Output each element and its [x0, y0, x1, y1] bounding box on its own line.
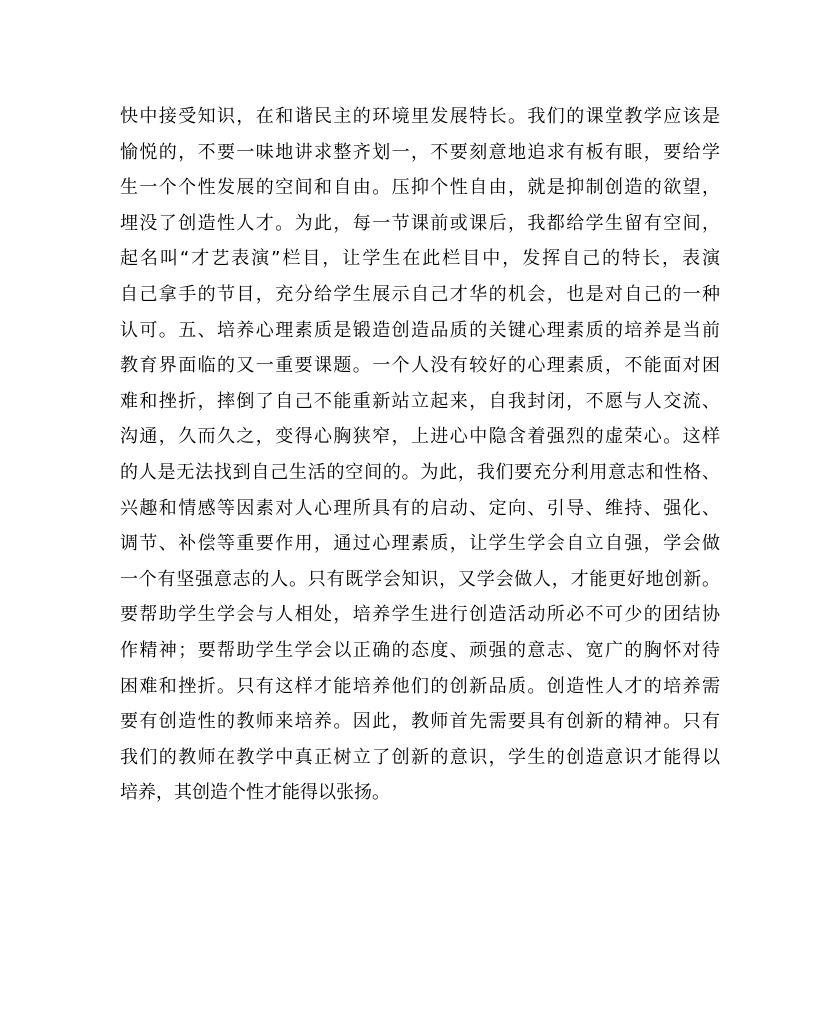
text-line: 调节、补偿等重要作用，通过心理素质，让学生学会自立自强，学会做 — [120, 533, 720, 555]
text-line: 愉悦的，不要一味地讲求整齐划一，不要刻意地追求有板有眼，要给学 — [120, 141, 720, 163]
text-line: 快中接受知识，在和谐民主的环境里发展特长。我们的课堂教学应该是 — [120, 106, 720, 127]
text-line: 沟通，久而久之，变得心胸狭窄，上进心中隐含着强烈的虚荣心。这样 — [120, 426, 720, 448]
text-line: 要有创造性的教师来培养。因此，教师首先需要具有创新的精神。只有 — [120, 711, 720, 733]
text-line: 埋没了创造性人才。为此，每一节课前或课后，我都给学生留有空间， — [120, 212, 720, 234]
text-line-last: 培养，其创造个性才能得以张扬。 — [120, 782, 390, 804]
body-paragraph — [120, 99, 720, 811]
text-line: 起名叫“才艺表演”栏目，让学生在此栏目中，发挥自己的特长，表演 — [120, 248, 720, 270]
text-line: 难和挫折，摔倒了自己不能重新站立起来，自我封闭，不愿与人交流、 — [120, 390, 720, 412]
text-line: 要帮助学生学会与人相处，培养学生进行创造活动所必不可少的团结协 — [120, 604, 720, 626]
text-line: 认可。五、培养心理素质是锻造创造品质的关键心理素质的培养是当前 — [120, 319, 720, 341]
text-line: 我们的教师在教学中真正树立了创新的意识，学生的创造意识才能得以 — [120, 746, 720, 768]
text-line: 兴趣和情感等因素对人心理所具有的启动、定向、引导、维持、强化、 — [120, 497, 720, 519]
text-line: 作精神；要帮助学生学会以正确的态度、顽强的意志、宽广的胸怀对待 — [120, 639, 720, 661]
text-line: 教育界面临的又一重要课题。一个人没有较好的心理素质，不能面对困 — [120, 355, 720, 377]
text-line: 生一个个性发展的空间和自由。压抑个性自由，就是抑制创造的欲望， — [120, 177, 720, 199]
text-line: 的人是无法找到自己生活的空间的。为此，我们要充分利用意志和性格、 — [120, 461, 720, 483]
text-line: 自己拿手的节目，充分给学生展示自己才华的机会，也是对自己的一种 — [120, 283, 720, 305]
text-line: 一个有坚强意志的人。只有既学会知识，又学会做人，才能更好地创新。 — [120, 568, 720, 590]
text-line: 困难和挫折。只有这样才能培养他们的创新品质。创造性人才的培养需 — [120, 675, 720, 697]
